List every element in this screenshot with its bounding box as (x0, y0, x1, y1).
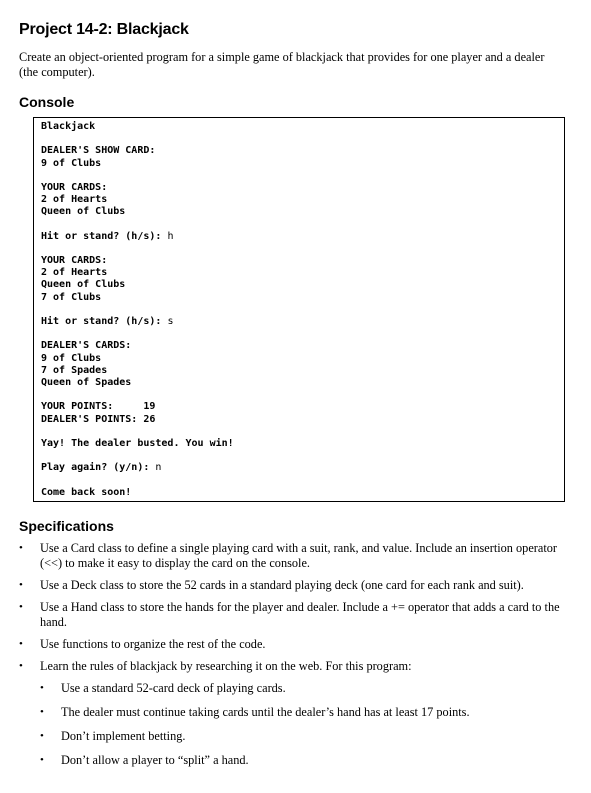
console-line (41, 474, 234, 486)
specifications-list (19, 541, 579, 777)
console-line-text: Queen of Spades (41, 376, 132, 388)
console-line (41, 414, 234, 426)
console-line-text: YOUR POINTS: 19 (41, 401, 156, 413)
bullet-icon: • (19, 579, 23, 591)
console-line-text: DEALER'S SHOW CARD: (41, 145, 156, 157)
console-line (41, 328, 234, 340)
console-line-text: YOUR CARDS: (41, 181, 108, 193)
specifications-heading: Specifications (19, 518, 114, 534)
console-line (41, 231, 234, 243)
console-line-text: 2 of Hearts (41, 267, 108, 279)
console-line (41, 182, 234, 194)
console-line-text: 9 of Clubs (41, 157, 102, 169)
console-line (41, 487, 234, 499)
console-line-text: Queen of Clubs (41, 279, 126, 291)
console-line (41, 145, 234, 157)
specification-subitem-text: Don’t implement betting. (61, 729, 186, 743)
specification-item (19, 541, 579, 571)
console-line (41, 279, 234, 291)
console-line-text: Blackjack (41, 121, 96, 132)
bullet-icon: • (19, 638, 23, 650)
bullet-icon: • (19, 542, 23, 554)
console-line-text: Yay! The dealer busted. You win! (41, 437, 234, 449)
console-line-text: 2 of Hearts (41, 194, 108, 206)
specification-subitem-text: Use a standard 52-card deck of playing cards. (61, 681, 286, 695)
bullet-icon: • (40, 730, 44, 742)
console-line (41, 194, 234, 206)
console-user-input: h (167, 230, 174, 242)
console-line (41, 316, 234, 328)
console-line-text: Queen of Clubs (41, 206, 126, 218)
specification-text: Use functions to organize the rest of the code. (40, 637, 266, 651)
console-line (41, 365, 234, 377)
console-line (41, 267, 234, 279)
console-line (41, 340, 234, 352)
specification-text: Use a Card class to define a single playing card with a suit, rank, and value. Include an insertion operator (<<) to make it easy to display the card on the console. (40, 541, 557, 570)
specification-text: Use a Deck class to store the 52 cards in a standard playing deck (one card for each rank and suit). (40, 578, 524, 592)
console-line (41, 304, 234, 316)
specification-subitem (40, 729, 579, 744)
console-lines (41, 121, 234, 499)
specification-subitem (40, 753, 579, 768)
console-line (41, 401, 234, 413)
bullet-icon: • (19, 601, 23, 613)
console-line (41, 170, 234, 182)
console-line-text: DEALER'S POINTS: 26 (41, 413, 156, 425)
console-line-text: Come back soon! (41, 486, 132, 498)
bullet-icon: • (40, 682, 44, 694)
console-user-input: n (155, 462, 162, 474)
console-line (41, 377, 234, 389)
console-line-text: DEALER'S CARDS: (41, 340, 132, 352)
specification-item (19, 578, 579, 593)
console-line (41, 243, 234, 255)
page-title: Project 14-2: Blackjack (19, 21, 189, 38)
console-line (41, 158, 234, 170)
bullet-icon: • (19, 660, 23, 672)
console-line (41, 206, 234, 218)
console-line (41, 389, 234, 401)
specification-subitem (40, 705, 579, 720)
bullet-icon: • (40, 706, 44, 718)
console-line-text: Hit or stand? (h/s): (41, 316, 168, 327)
console-line (41, 219, 234, 231)
specification-subitem (40, 681, 579, 696)
specification-text: Use a Hand class to store the hands for the player and dealer. Include a += operator that adds a card to the hand. (40, 600, 560, 629)
console-line-text: 7 of Clubs (41, 291, 102, 303)
specification-text: Learn the rules of blackjack by researching it on the web. For this program: (40, 659, 412, 673)
console-line (41, 438, 234, 450)
specification-item (19, 637, 579, 652)
console-line-text: YOUR CARDS: (41, 255, 108, 267)
specification-item (19, 600, 579, 630)
console-line (41, 353, 234, 365)
specification-subitem-text: The dealer must continue taking cards until the dealer’s hand has at least 17 points. (61, 705, 470, 719)
specification-item (19, 659, 579, 768)
console-line-text: Play again? (y/n): (41, 462, 156, 474)
bullet-icon: • (40, 754, 44, 766)
console-line (41, 121, 234, 133)
console-line (41, 426, 234, 438)
console-line-text: 9 of Clubs (41, 352, 102, 364)
console-line (41, 292, 234, 304)
console-line (41, 462, 234, 474)
console-line (41, 133, 234, 145)
console-line (41, 255, 234, 267)
console-output-box (33, 117, 565, 502)
console-line (41, 450, 234, 462)
console-line-text: 7 of Spades (41, 364, 108, 376)
specification-subitem-text: Don’t allow a player to “split” a hand. (61, 753, 249, 767)
intro-paragraph: Create an object-oriented program for a simple game of blackjack that provides for one player and a dealer (the computer). (19, 50, 545, 79)
specification-sublist (40, 681, 579, 768)
console-heading: Console (19, 94, 75, 110)
console-line-text: Hit or stand? (h/s): (41, 230, 168, 242)
console-user-input: s (167, 316, 174, 327)
